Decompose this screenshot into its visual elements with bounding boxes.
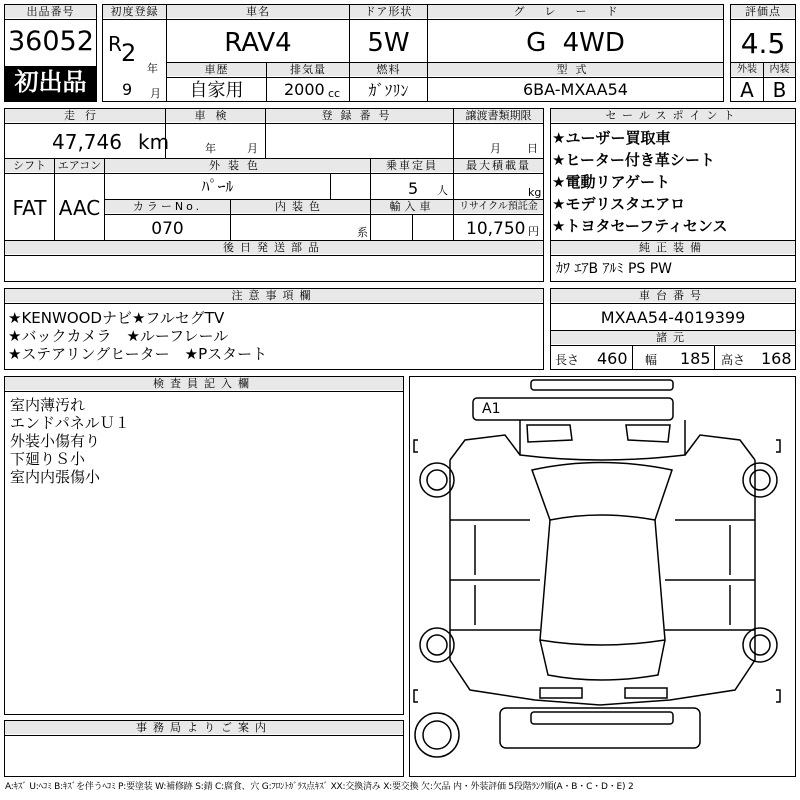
- reg-month: 9: [122, 80, 133, 99]
- equipment-label: 純正装備: [551, 241, 795, 254]
- chassis-number: MXAA54-4019399: [600, 308, 746, 327]
- fuel-value: ｶﾞｿﾘﾝ: [368, 81, 409, 100]
- exterior-grade: A: [740, 78, 754, 102]
- history-value: 自家用: [189, 80, 244, 101]
- sales-point-item: ★モデリスタエアロ: [552, 195, 686, 213]
- reg-label: 初度登録: [103, 5, 166, 18]
- transfer-label: 譲渡書類期限: [454, 109, 543, 122]
- width-label: 幅: [645, 353, 658, 367]
- inspector-line: 室内内張傷小: [10, 468, 101, 486]
- grade-value: G 4WD: [526, 28, 625, 58]
- transfer-day-unit: 日: [527, 142, 538, 155]
- capacity-value: 5: [408, 179, 419, 198]
- interior-grade: B: [772, 78, 787, 102]
- reg-year-unit: 年: [147, 62, 158, 75]
- inspection-year-unit: 年: [205, 142, 216, 155]
- mileage-label: 走行: [5, 109, 165, 122]
- aircon-value: AAC: [58, 196, 101, 220]
- height-value: 168: [761, 349, 792, 368]
- car-diagram-icon: [409, 376, 796, 777]
- capacity-unit: 人: [437, 184, 448, 197]
- legend-text: A:ｷｽﾞ U:ﾍｺﾐ B:ｷｽﾞを伴うﾍｺﾐ P:要塗装 W:補修跡 S:錆 C:腐食、穴 G:ﾌﾛﾝﾄｶﾞﾗｽ点ｷｽﾞ XX:交換済み X:要交換 欠:欠品 内・外装評価 5段階ﾗﾝｸ順(A・B・C・D・E) 2: [5, 782, 634, 792]
- ext-color-value: ﾊﾟｰﾙ: [201, 177, 234, 196]
- reg-month-unit: 月: [150, 87, 161, 100]
- sales-point-item: ★ユーザー買取車: [552, 129, 671, 147]
- mileage-value: 47,746: [52, 130, 122, 154]
- sales-point-item: ★トヨタセーフティセンス: [552, 217, 728, 235]
- note-line: ★バックカメラ ★ルーフレール: [8, 327, 229, 345]
- displacement-value: 2000: [284, 80, 325, 99]
- shift-label: シフト: [5, 159, 54, 172]
- aircon-label: エアコン: [55, 159, 104, 172]
- inspection-label: 車検: [166, 109, 265, 122]
- reg-year: 2: [121, 39, 137, 67]
- sales-point-item: ★電動リアゲート: [552, 173, 670, 191]
- fuel-label: 燃料: [350, 63, 427, 76]
- interior-label: 内装: [764, 63, 795, 76]
- mileage-unit: km: [138, 130, 170, 154]
- displacement-label: 排気量: [267, 63, 349, 76]
- reg-era: R: [108, 32, 122, 56]
- chassis-label: 車台番号: [551, 289, 795, 302]
- color-no-value: 070: [151, 219, 184, 239]
- inspector-line: 室内薄汚れ: [10, 396, 86, 414]
- notes-label: 注意事項欄: [5, 289, 543, 302]
- damage-marker: A1: [482, 401, 501, 417]
- note-line: ★ステアリングヒーター ★Pスタート: [8, 345, 268, 363]
- sales-points-list: [552, 127, 794, 237]
- inspector-label: 検査員記入欄: [5, 377, 403, 390]
- color-no-label: カラーNo.: [105, 200, 230, 213]
- first-listing-text: 初出品: [14, 68, 87, 96]
- grade-label: グレード: [428, 5, 723, 18]
- sales-points-label: セールスポイント: [551, 109, 795, 122]
- car-name: RAV4: [224, 28, 292, 58]
- capacity-label: 乗車定員: [371, 159, 453, 172]
- width-value: 185: [680, 349, 711, 368]
- name-label: 車名: [167, 5, 349, 18]
- max-load-label: 最大積載量: [454, 159, 543, 172]
- inspector-list: [10, 396, 130, 486]
- score-value: 4.5: [740, 27, 786, 60]
- inspection-month-unit: 月: [247, 142, 258, 155]
- sales-point-item: ★ヒーター付き革シート: [552, 151, 715, 169]
- inspector-line: 外装小傷有り: [10, 432, 101, 450]
- lot-number: 36052: [8, 26, 94, 57]
- height-label: 高さ: [721, 353, 746, 367]
- shift-value: FAT: [12, 196, 47, 220]
- exterior-label: 外装: [731, 63, 763, 76]
- equipment-value: ｶﾜ ｴｱB ｱﾙﾐ PS PW: [556, 261, 673, 277]
- length-value: 460: [597, 349, 628, 368]
- lot-label: 出品番号: [5, 5, 96, 18]
- recycle-value: 10,750: [466, 219, 526, 239]
- door-type: 5W: [367, 28, 410, 58]
- office-label: 事務局よりご案内: [5, 721, 403, 734]
- model-label: 型式: [428, 63, 723, 76]
- history-label: 車歴: [167, 63, 266, 76]
- transfer-month-unit: 月: [490, 142, 501, 155]
- later-parts-label: 後日発送部品: [5, 241, 543, 254]
- int-color-unit: 系: [357, 226, 368, 239]
- ext-color-label: 外装色: [105, 159, 370, 172]
- notes-list: [8, 309, 267, 363]
- note-line: ★KENWOODナビ★フルセグTV: [8, 309, 225, 327]
- recycle-unit: 円: [528, 225, 539, 238]
- load-unit: kg: [528, 186, 542, 199]
- inspector-line: エンドパネルＵ１: [10, 414, 130, 432]
- length-label: 長さ: [555, 353, 580, 367]
- door-label: ドア形状: [350, 5, 427, 18]
- plate-label: 登録番号: [266, 109, 453, 122]
- inspector-line: 下廻りＳ小: [10, 450, 86, 468]
- int-color-label: 内装色: [231, 200, 370, 213]
- score-label: 評価点: [731, 5, 795, 18]
- displacement-unit: cc: [328, 87, 341, 100]
- spec-label: 諸元: [551, 331, 795, 344]
- import-label: 輸入車: [371, 200, 453, 213]
- model-value: 6BA-MXAA54: [523, 80, 628, 99]
- recycle-label: リサイクル預託金: [454, 200, 543, 213]
